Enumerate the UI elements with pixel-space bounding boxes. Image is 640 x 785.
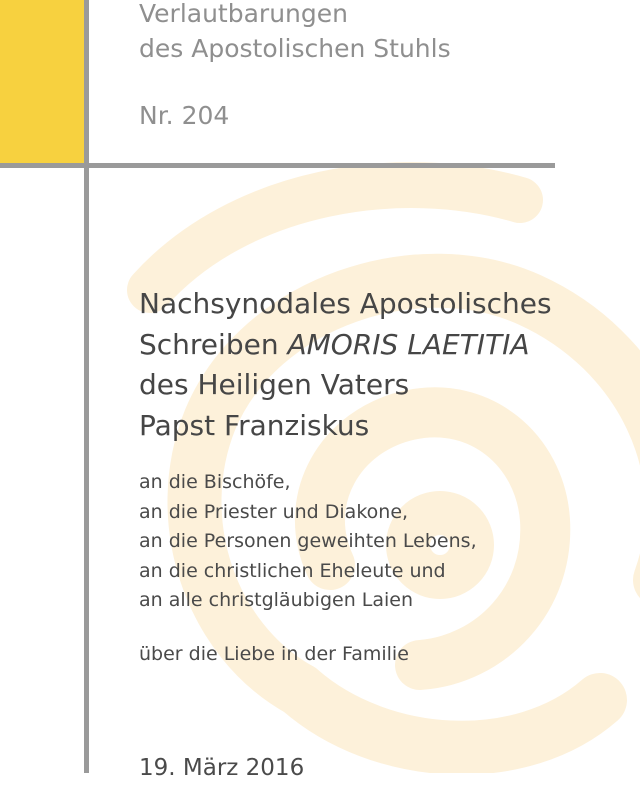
title-line-2-prefix: Schreiben xyxy=(139,327,288,361)
series-title xyxy=(139,0,451,66)
vertical-divider xyxy=(84,0,89,773)
recipient-item: an alle christgläubigen Laien xyxy=(139,589,414,611)
title-line-1: Nachsynodales Apostolisches xyxy=(139,287,552,320)
yellow-accent-block xyxy=(0,0,84,163)
series-title-line-2: des Apostolischen Stuhls xyxy=(139,34,451,63)
series-title-line-1: Verlautbarungen xyxy=(139,0,348,28)
title-line-4: Papst Franziskus xyxy=(139,408,370,442)
recipient-item: an die christlichen Eheleute und xyxy=(139,559,446,582)
title-line-3: des Heiligen Vaters xyxy=(139,368,410,401)
title-line-2-italic: AMORIS LAETITIA xyxy=(287,327,530,361)
document-date: 19. März 2016 xyxy=(139,755,305,781)
series-number: Nr. 204 xyxy=(139,101,230,130)
recipient-item: an die Personen geweihten Lebens, xyxy=(139,530,477,552)
horizontal-divider xyxy=(0,163,555,168)
recipients-list xyxy=(139,468,477,616)
recipient-item: an die Priester und Diakone, xyxy=(139,500,409,523)
document-subject: über die Liebe in der Familie xyxy=(139,643,409,665)
recipient-item: an die Bischöfe, xyxy=(139,471,291,493)
document-title xyxy=(139,284,552,446)
